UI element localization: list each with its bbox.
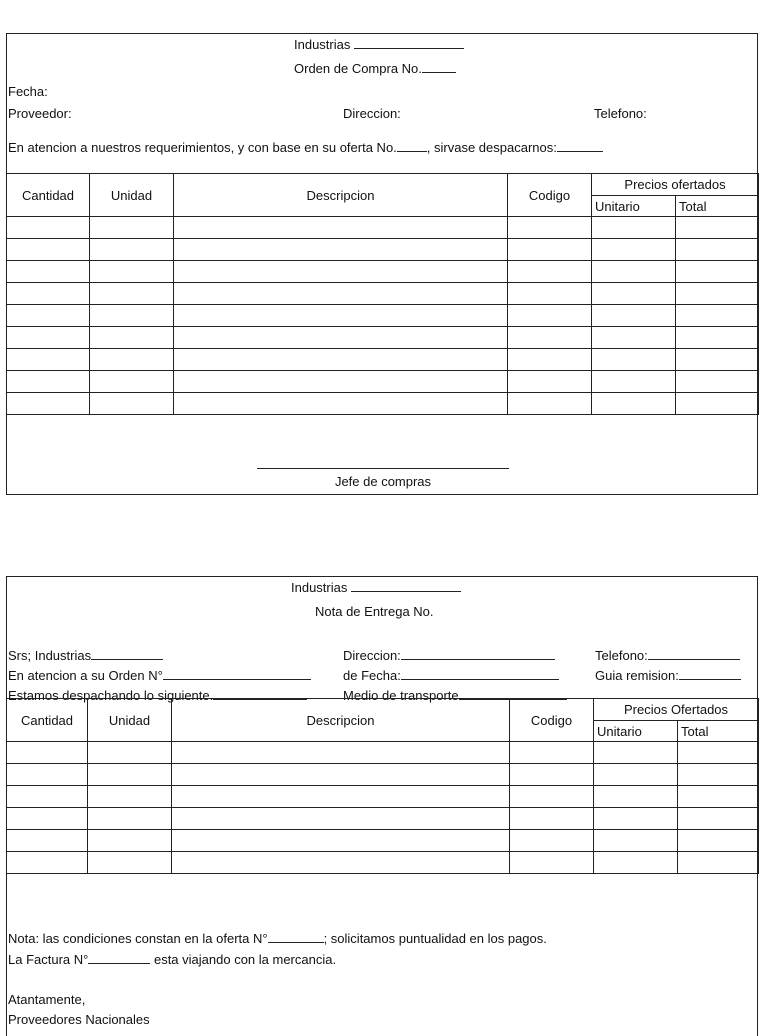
delivery-orden-label: En atencion a su Orden N° <box>8 668 163 683</box>
cantidad-cell[interactable] <box>7 786 88 808</box>
col-codigo: Codigo <box>510 699 594 742</box>
unidad-cell[interactable] <box>88 764 172 786</box>
unitario-cell[interactable] <box>592 371 676 393</box>
delivery-nota-2a: La Factura N° <box>8 952 89 967</box>
total-cell[interactable] <box>676 371 759 393</box>
descripcion-cell[interactable] <box>174 239 508 261</box>
order-number-blank[interactable] <box>422 61 456 73</box>
delivery-company-blank[interactable] <box>351 580 461 592</box>
cantidad-cell[interactable] <box>7 742 88 764</box>
total-cell[interactable] <box>676 327 759 349</box>
purchase-order-form <box>6 33 758 495</box>
descripcion-cell[interactable] <box>174 349 508 371</box>
codigo-cell[interactable] <box>510 852 594 874</box>
codigo-cell[interactable] <box>510 742 594 764</box>
codigo-cell[interactable] <box>510 808 594 830</box>
unitario-cell[interactable] <box>592 261 676 283</box>
delivery-srs-blank[interactable] <box>91 648 163 660</box>
delivery-orden-blank[interactable] <box>163 668 311 680</box>
total-cell[interactable] <box>678 808 759 830</box>
codigo-cell[interactable] <box>508 371 592 393</box>
unitario-cell[interactable] <box>592 393 676 415</box>
col-cantidad: Cantidad <box>7 174 90 217</box>
total-cell[interactable] <box>678 742 759 764</box>
unidad-cell[interactable] <box>90 349 174 371</box>
unitario-cell[interactable] <box>592 283 676 305</box>
delivery-nota-1b: ; solicitamos puntualidad en los pagos. <box>323 931 547 946</box>
table-row <box>7 327 759 349</box>
cantidad-cell[interactable] <box>7 239 90 261</box>
codigo-cell[interactable] <box>508 239 592 261</box>
table-row <box>7 371 759 393</box>
descripcion-cell[interactable] <box>172 742 510 764</box>
unidad-cell[interactable] <box>88 786 172 808</box>
delivery-nota-1a: Nota: las condiciones constan en la oferta N° <box>8 931 268 946</box>
unitario-cell[interactable] <box>594 764 678 786</box>
total-cell[interactable] <box>676 217 759 239</box>
table-row <box>7 283 759 305</box>
delivery-closing: Atantamente, <box>8 992 86 1007</box>
delivery-direccion-line <box>343 648 555 664</box>
order-title-line <box>294 61 456 77</box>
delivery-factura-blank[interactable] <box>88 952 150 964</box>
total-cell[interactable] <box>676 239 759 261</box>
delivery-direccion-blank[interactable] <box>401 648 555 660</box>
total-cell[interactable] <box>676 261 759 283</box>
descripcion-cell[interactable] <box>174 283 508 305</box>
unidad-cell[interactable] <box>90 239 174 261</box>
delivery-nota-2b: esta viajando con la mercancia. <box>153 952 337 967</box>
descripcion-cell[interactable] <box>174 327 508 349</box>
codigo-cell[interactable] <box>508 327 592 349</box>
order-company-line <box>294 37 464 53</box>
descripcion-cell[interactable] <box>172 764 510 786</box>
order-telefono-label: Telefono: <box>594 106 647 121</box>
codigo-cell[interactable] <box>508 305 592 327</box>
unitario-cell[interactable] <box>594 742 678 764</box>
unitario-cell[interactable] <box>594 808 678 830</box>
codigo-cell[interactable] <box>508 349 592 371</box>
codigo-cell[interactable] <box>510 764 594 786</box>
delivery-guia-blank[interactable] <box>679 668 741 680</box>
delivery-note-form <box>6 576 758 1036</box>
order-request-line <box>8 140 603 156</box>
total-cell[interactable] <box>676 283 759 305</box>
total-cell[interactable] <box>678 786 759 808</box>
unidad-cell[interactable] <box>88 830 172 852</box>
total-cell[interactable] <box>678 764 759 786</box>
table-row <box>7 349 759 371</box>
delivery-transporte-label: Medio de transporte <box>343 688 459 703</box>
table-row <box>7 239 759 261</box>
table-row <box>7 786 759 808</box>
order-title: Orden de Compra No. <box>294 61 422 76</box>
table-row <box>7 830 759 852</box>
codigo-cell[interactable] <box>508 261 592 283</box>
codigo-cell[interactable] <box>508 217 592 239</box>
cantidad-cell[interactable] <box>7 371 90 393</box>
delivery-orden-line <box>8 668 311 684</box>
unidad-cell[interactable] <box>88 742 172 764</box>
delivery-direccion-label: Direccion: <box>343 648 401 663</box>
order-signature-label: Jefe de compras <box>334 474 432 489</box>
unitario-cell[interactable] <box>594 852 678 874</box>
order-request-text: En atencion a nuestros requerimientos, y con base en su oferta No. <box>8 140 397 155</box>
col-unidad: Unidad <box>90 174 174 217</box>
descripcion-cell[interactable] <box>174 371 508 393</box>
order-signature-line <box>257 468 509 469</box>
delivery-guia-line <box>595 668 741 684</box>
unidad-cell[interactable] <box>90 305 174 327</box>
order-company-blank[interactable] <box>354 37 464 49</box>
order-direccion-label: Direccion: <box>343 106 401 121</box>
codigo-cell[interactable] <box>510 786 594 808</box>
cantidad-cell[interactable] <box>7 217 90 239</box>
order-dispatch-blank[interactable] <box>557 140 603 152</box>
order-offer-blank[interactable] <box>397 140 427 152</box>
col-codigo: Codigo <box>508 174 592 217</box>
unidad-cell[interactable] <box>90 283 174 305</box>
table-row <box>7 217 759 239</box>
table-row <box>7 808 759 830</box>
total-cell[interactable] <box>676 305 759 327</box>
col-cantidad: Cantidad <box>7 699 88 742</box>
codigo-cell[interactable] <box>510 830 594 852</box>
order-company-label: Industrias <box>294 37 351 52</box>
unidad-cell[interactable] <box>90 217 174 239</box>
delivery-company-line <box>291 580 461 596</box>
delivery-signer: Proveedores Nacionales <box>8 1012 150 1027</box>
delivery-guia-label: Guia remision: <box>595 668 679 683</box>
col-total: Total <box>676 196 759 217</box>
delivery-fecha-line <box>343 668 559 684</box>
total-cell[interactable] <box>676 349 759 371</box>
unidad-cell[interactable] <box>90 371 174 393</box>
total-cell[interactable] <box>678 852 759 874</box>
table-row <box>7 764 759 786</box>
cantidad-cell[interactable] <box>7 283 90 305</box>
col-descripcion: Descripcion <box>172 699 510 742</box>
unitario-cell[interactable] <box>594 786 678 808</box>
descripcion-cell[interactable] <box>172 852 510 874</box>
unitario-cell[interactable] <box>592 217 676 239</box>
descripcion-cell[interactable] <box>174 217 508 239</box>
cantidad-cell[interactable] <box>7 808 88 830</box>
col-unidad: Unidad <box>88 699 172 742</box>
unitario-cell[interactable] <box>592 327 676 349</box>
order-fecha-label: Fecha: <box>8 84 48 99</box>
order-items-table <box>6 173 759 415</box>
col-unitario: Unitario <box>592 196 676 217</box>
unidad-cell[interactable] <box>90 393 174 415</box>
delivery-telefono-label: Telefono: <box>595 648 648 663</box>
descripcion-cell[interactable] <box>172 830 510 852</box>
delivery-title: Nota de Entrega No. <box>315 604 434 619</box>
delivery-nota-line-1 <box>8 931 547 947</box>
unidad-cell[interactable] <box>88 808 172 830</box>
col-descripcion: Descripcion <box>174 174 508 217</box>
table-row <box>7 742 759 764</box>
col-unitario: Unitario <box>594 721 678 742</box>
order-proveedor-label: Proveedor: <box>8 106 72 121</box>
cantidad-cell[interactable] <box>7 349 90 371</box>
delivery-despacho-label: Estamos despachando lo siguiente. <box>8 688 214 703</box>
delivery-fecha-blank[interactable] <box>401 668 559 680</box>
descripcion-cell[interactable] <box>172 808 510 830</box>
delivery-nota-line-2 <box>8 952 336 968</box>
codigo-cell[interactable] <box>508 393 592 415</box>
table-row <box>7 261 759 283</box>
unidad-cell[interactable] <box>90 261 174 283</box>
descripcion-cell[interactable] <box>174 305 508 327</box>
cantidad-cell[interactable] <box>7 261 90 283</box>
delivery-telefono-blank[interactable] <box>648 648 740 660</box>
unitario-cell[interactable] <box>592 349 676 371</box>
cantidad-cell[interactable] <box>7 852 88 874</box>
cantidad-cell[interactable] <box>7 393 90 415</box>
descripcion-cell[interactable] <box>174 261 508 283</box>
cantidad-cell[interactable] <box>7 830 88 852</box>
unitario-cell[interactable] <box>592 305 676 327</box>
codigo-cell[interactable] <box>508 283 592 305</box>
total-cell[interactable] <box>678 830 759 852</box>
delivery-oferta-blank[interactable] <box>268 931 324 943</box>
unidad-cell[interactable] <box>88 852 172 874</box>
delivery-fecha-label: de Fecha: <box>343 668 401 683</box>
delivery-srs-label: Srs; Industrias <box>8 648 92 663</box>
order-request-text-2: , sirvase despacarnos: <box>426 140 557 155</box>
delivery-telefono-line <box>595 648 740 664</box>
col-precios-ofertados: Precios ofertados <box>592 174 759 196</box>
cantidad-cell[interactable] <box>7 305 90 327</box>
descripcion-cell[interactable] <box>172 786 510 808</box>
delivery-items-table <box>6 698 759 874</box>
table-row <box>7 305 759 327</box>
cantidad-cell[interactable] <box>7 764 88 786</box>
descripcion-cell[interactable] <box>174 393 508 415</box>
table-row <box>7 852 759 874</box>
delivery-srs-line <box>8 648 163 664</box>
unitario-cell[interactable] <box>594 830 678 852</box>
cantidad-cell[interactable] <box>7 327 90 349</box>
total-cell[interactable] <box>676 393 759 415</box>
unidad-cell[interactable] <box>90 327 174 349</box>
col-precios-ofertados: Precios Ofertados <box>594 699 759 721</box>
col-total: Total <box>678 721 759 742</box>
table-row <box>7 393 759 415</box>
delivery-company-label: Industrias <box>291 580 348 595</box>
unitario-cell[interactable] <box>592 239 676 261</box>
